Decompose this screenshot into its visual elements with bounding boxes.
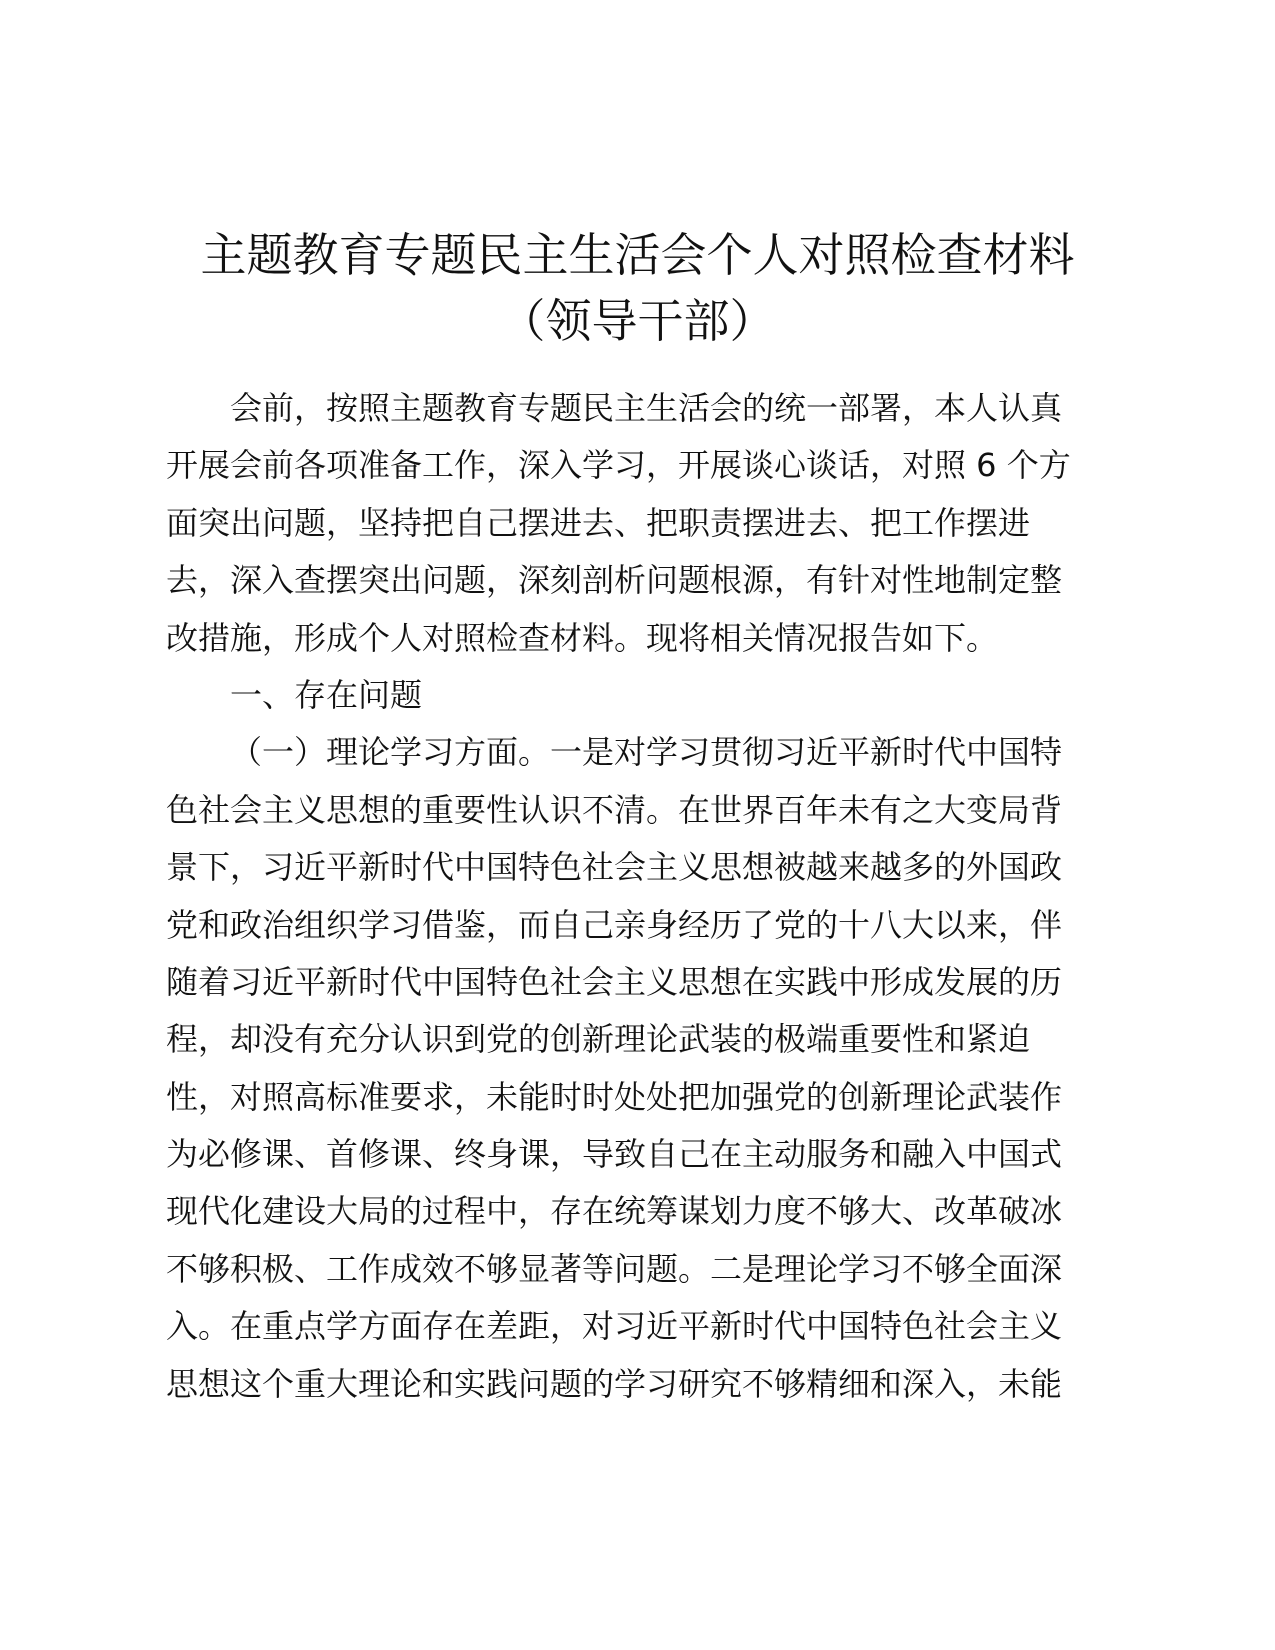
body-line: （一）理论学习方面。一是对学习贯彻习近平新时代中国特 bbox=[230, 733, 1063, 772]
body-line: 随着习近平新时代中国特色社会主义思想在实践中形成发展的历 bbox=[166, 962, 1063, 1001]
body-line: 为必修课、首修课、终身课，导致自己在主动服务和融入中国式 bbox=[166, 1135, 1063, 1174]
body-line: 入。在重点学方面存在差距，对习近平新时代中国特色社会主义 bbox=[166, 1307, 1063, 1346]
body-line: 景下，习近平新时代中国特色社会主义思想被越来越多的外国政 bbox=[166, 848, 1063, 887]
title-line-main: 主题教育专题民主生活会个人对照检查材料 bbox=[200, 228, 1075, 282]
title-line-sub: （领导干部） bbox=[499, 294, 776, 348]
body-line: 党和政治组织学习借鉴，而自己亲身经历了党的十八大以来，伴 bbox=[166, 905, 1063, 944]
body-line: 面突出问题，坚持把自己摆进去、把职责摆进去、把工作摆进 bbox=[166, 503, 1031, 542]
document-title bbox=[160, 222, 1115, 354]
body-line: 改措施，形成个人对照检查材料。现将相关情况报告如下。 bbox=[166, 618, 999, 657]
body-line: 现代化建设大局的过程中，存在统筹谋划力度不够大、改革破冰 bbox=[166, 1192, 1063, 1231]
body-line: 一、存在问题 bbox=[230, 675, 423, 714]
document-body bbox=[166, 380, 1098, 1413]
body-line: 思想这个重大理论和实践问题的学习研究不够精细和深入，未能 bbox=[166, 1364, 1063, 1403]
body-line: 程，却没有充分认识到党的创新理论武装的极端重要性和紧迫 bbox=[166, 1020, 1031, 1059]
body-line: 开展会前各项准备工作，深入学习，开展谈心谈话，对照 6 个方 bbox=[166, 446, 1071, 485]
body-line: 去，深入查摆突出问题，深刻剖析问题根源，有针对性地制定整 bbox=[166, 561, 1063, 600]
body-line: 不够积极、工作成效不够显著等问题。二是理论学习不够全面深 bbox=[166, 1249, 1063, 1288]
body-line: 会前，按照主题教育专题民主生活会的统一部署，本人认真 bbox=[230, 389, 1063, 427]
body-line: 色社会主义思想的重要性认识不清。在世界百年未有之大变局背 bbox=[166, 790, 1063, 829]
body-line: 性，对照高标准要求，未能时时处处把加强党的创新理论武装作 bbox=[166, 1077, 1063, 1116]
